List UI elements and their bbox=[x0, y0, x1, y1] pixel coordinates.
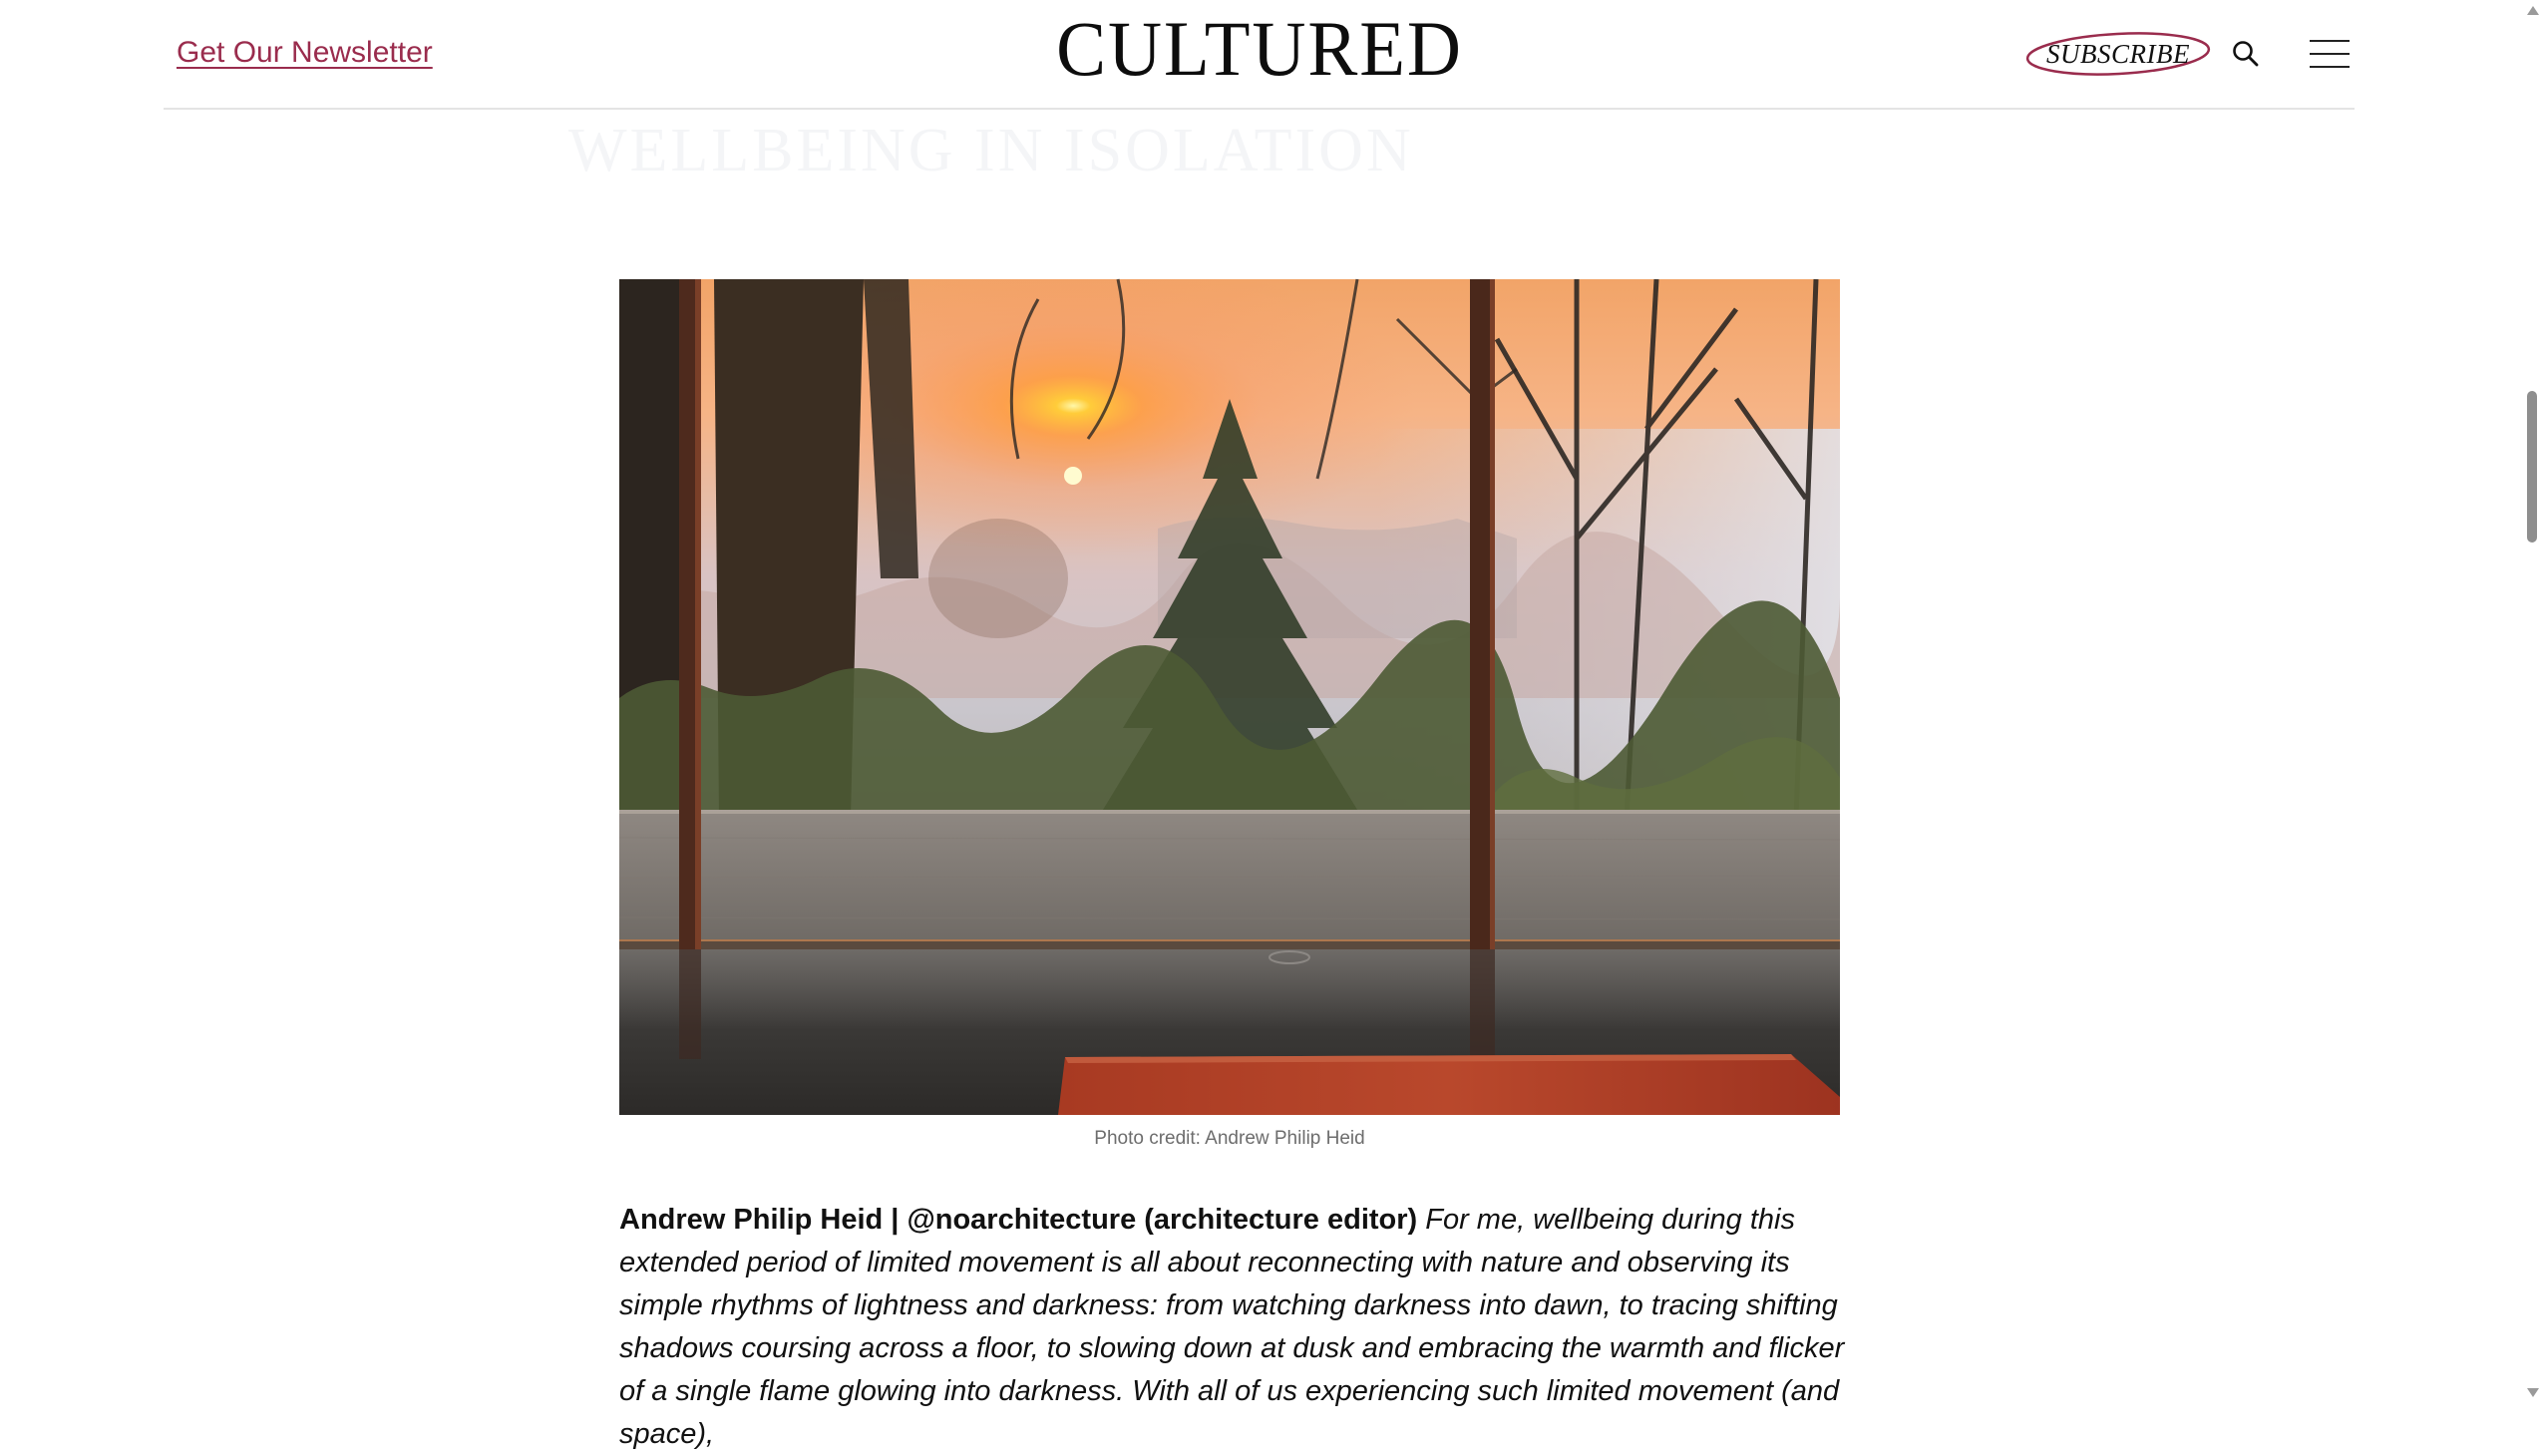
article-headline-cutoff bbox=[558, 110, 1955, 189]
subscribe-label: SUBSCRIBE bbox=[2046, 38, 2190, 69]
scroll-up-arrow-icon[interactable] bbox=[2527, 6, 2539, 15]
hamburger-menu-icon bbox=[2310, 66, 2350, 68]
photo-caption: Photo credit: Andrew Philip Heid bbox=[1094, 1128, 1365, 1149]
subscribe-button[interactable] bbox=[2024, 30, 2212, 78]
sunrise-window-photo bbox=[619, 279, 1840, 1115]
site-header bbox=[0, 0, 2523, 108]
newsletter-link[interactable]: Get Our Newsletter bbox=[177, 36, 433, 69]
contributor-name: Andrew Philip Heid | @noarchitecture (architecture editor) bbox=[619, 1204, 1426, 1236]
scroll-down-arrow-icon[interactable] bbox=[2527, 1388, 2539, 1397]
article-paragraph bbox=[619, 1199, 1856, 1456]
scrollbar-thumb[interactable] bbox=[2527, 391, 2537, 543]
contributor-quote: For me, wellbeing during this extended period of limited movement is all about reconnecting with nature and observing its simple rhythms of lightness and darkness: from watching darkness into dawn, to tracing shifting shadows coursing across a floor, to slowing down at dusk and embracing the warmth and flicker of a single flame glowing into darkness. With all of us experiencing such limited movement (and space), bbox=[619, 1204, 1845, 1450]
header-divider bbox=[164, 108, 2355, 110]
article-photo[interactable] bbox=[619, 279, 1840, 1115]
hamburger-menu-icon bbox=[2310, 40, 2350, 42]
search-icon bbox=[2230, 38, 2262, 70]
hamburger-menu-icon bbox=[2310, 53, 2350, 55]
page-scrollbar[interactable] bbox=[2523, 0, 2541, 1407]
article-headline: WELLBEING IN ISOLATION bbox=[568, 117, 1414, 184]
menu-button[interactable] bbox=[2310, 38, 2350, 70]
search-button[interactable] bbox=[2230, 38, 2262, 70]
site-logo[interactable]: CULTURED bbox=[1056, 5, 1463, 92]
